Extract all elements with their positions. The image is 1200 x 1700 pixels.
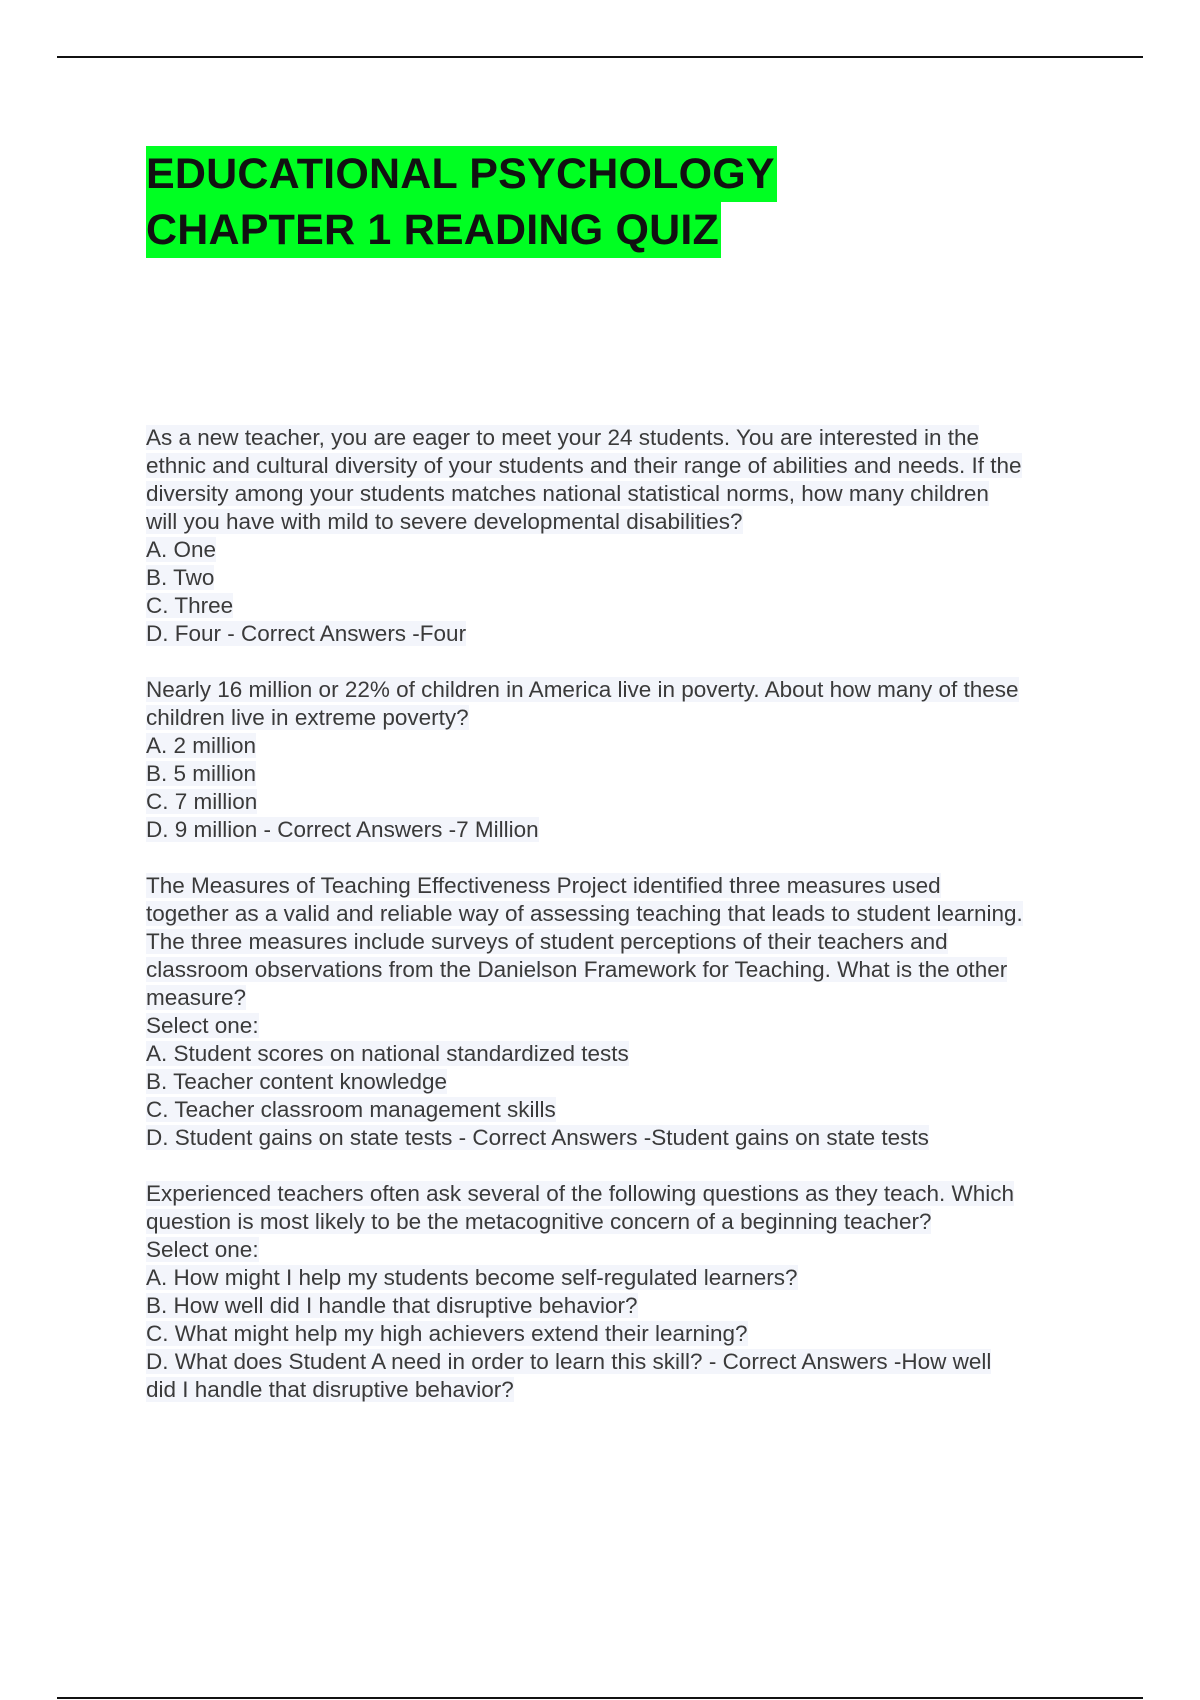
- question-text-line: together as a valid and reliable way of assessing teaching that leads to student learning.: [146, 901, 1023, 926]
- question-text-line: diversity among your students matches national statistical norms, how many children: [146, 481, 989, 506]
- answer-option-continuation: did I handle that disruptive behavior?: [146, 1377, 514, 1402]
- title-line-2: CHAPTER 1 READING QUIZ: [146, 202, 721, 258]
- answer-option-with-correct-answer: D. What does Student A need in order to learn this skill? - Correct Answers -How well: [146, 1349, 992, 1374]
- question-text-line: The Measures of Teaching Effectiveness Project identified three measures used: [146, 873, 941, 898]
- answer-option: C. Three: [146, 593, 234, 618]
- answer-option: B. How well did I handle that disruptive behavior?: [146, 1293, 638, 1318]
- question-3: [146, 872, 1106, 1152]
- top-rule: [57, 56, 1143, 58]
- select-one-label: Select one:: [146, 1237, 259, 1262]
- question-text-line: classroom observations from the Danielson Framework for Teaching. What is the other: [146, 957, 1008, 982]
- question-text-line: question is most likely to be the metacognitive concern of a beginning teacher?: [146, 1209, 932, 1234]
- answer-option: B. 5 million: [146, 761, 257, 786]
- question-text-line: ethnic and cultural diversity of your students and their range of abilities and needs. If the: [146, 453, 1022, 478]
- answer-option: A. Student scores on national standardized tests: [146, 1041, 629, 1066]
- select-one-label: Select one:: [146, 1013, 259, 1038]
- answer-option: C. Teacher classroom management skills: [146, 1097, 556, 1122]
- answer-option-with-correct-answer: D. Four - Correct Answers -Four: [146, 621, 467, 646]
- answer-option-with-correct-answer: D. Student gains on state tests - Correct Answers -Student gains on state tests: [146, 1125, 929, 1150]
- answer-option: C. 7 million: [146, 789, 258, 814]
- question-text-line: Experienced teachers often ask several of the following questions as they teach. Which: [146, 1181, 1014, 1206]
- question-text-line: children live in extreme poverty?: [146, 705, 469, 730]
- question-text-line: Nearly 16 million or 22% of children in America live in poverty. About how many of these: [146, 677, 1019, 702]
- answer-option: A. How might I help my students become self-regulated learners?: [146, 1265, 798, 1290]
- question-2: [146, 676, 1106, 844]
- question-4: [146, 1180, 1106, 1404]
- answer-option: B. Teacher content knowledge: [146, 1069, 448, 1094]
- document-title: [146, 146, 1096, 258]
- answer-option: A. 2 million: [146, 733, 257, 758]
- title-line-1: EDUCATIONAL PSYCHOLOGY: [146, 146, 777, 202]
- question-1: [146, 424, 1106, 648]
- question-text-line: measure?: [146, 985, 247, 1010]
- answer-option-with-correct-answer: D. 9 million - Correct Answers -7 Million: [146, 817, 539, 842]
- answer-option: C. What might help my high achievers extend their learning?: [146, 1321, 748, 1346]
- question-text-line: The three measures include surveys of student perceptions of their teachers and: [146, 929, 948, 954]
- answer-option: A. One: [146, 537, 217, 562]
- answer-option: B. Two: [146, 565, 215, 590]
- quiz-content: [146, 424, 1106, 1432]
- question-text-line: will you have with mild to severe developmental disabilities?: [146, 509, 743, 534]
- question-text-line: As a new teacher, you are eager to meet your 24 students. You are interested in the: [146, 425, 980, 450]
- bottom-rule: [57, 1697, 1143, 1699]
